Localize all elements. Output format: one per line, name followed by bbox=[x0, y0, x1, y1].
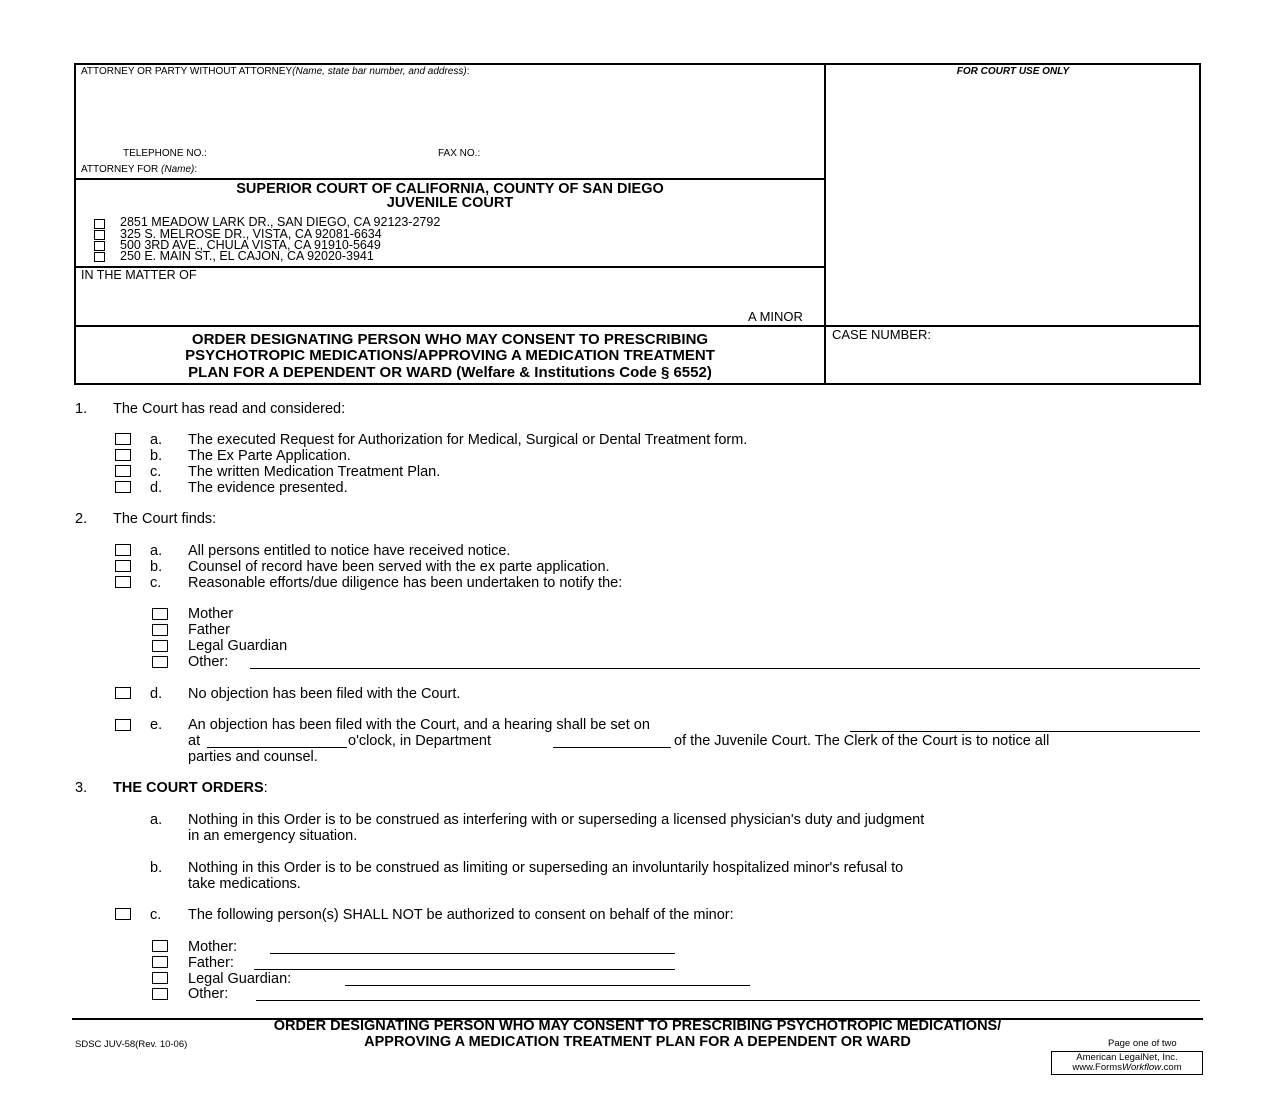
person-label-mother: Mother: bbox=[188, 939, 238, 955]
address-checkbox-2[interactable] bbox=[94, 241, 105, 251]
person-label-father: Father: bbox=[188, 955, 234, 971]
party-checkbox-other[interactable] bbox=[152, 656, 168, 668]
footer-title-1: ORDER DESIGNATING PERSON WHO MAY CONSENT TO PRESCRIBING PSYCHOTROPIC MEDICATIONS/ bbox=[273, 1018, 1002, 1034]
section3-text-b-line2: take medications. bbox=[188, 876, 301, 892]
person-label-other: Other: bbox=[188, 986, 229, 1002]
section1-text-a: The executed Request for Authorization for Medical, Surgical or Dental Treatment form. bbox=[188, 432, 748, 448]
section1-heading: The Court has read and considered: bbox=[113, 401, 346, 417]
section2-checkbox-b[interactable] bbox=[115, 560, 131, 572]
matter-of-label: IN THE MATTER OF bbox=[81, 268, 197, 282]
section3-number: 3. bbox=[75, 780, 88, 796]
header-divider-title bbox=[74, 325, 1201, 327]
party-checkbox-guardian[interactable] bbox=[152, 640, 168, 652]
section2-heading: The Court finds: bbox=[113, 511, 217, 527]
section3-letter-c: c. bbox=[150, 907, 162, 923]
party-label-mother: Mother bbox=[188, 606, 234, 622]
address-3: 250 E. MAIN ST., EL CAJON, CA 92020-3941 bbox=[120, 249, 374, 263]
case-number-label: CASE NUMBER: bbox=[832, 327, 931, 342]
party-label-guardian: Legal Guardian bbox=[188, 638, 288, 654]
publisher-box bbox=[1051, 1051, 1203, 1075]
section2-letter-b: b. bbox=[150, 559, 163, 575]
section2-checkbox-a[interactable] bbox=[115, 544, 131, 556]
fax-label: FAX NO.: bbox=[438, 148, 481, 159]
party-label-father: Father bbox=[188, 622, 230, 638]
section1-letter-a: a. bbox=[150, 432, 163, 448]
section2-checkbox-d[interactable] bbox=[115, 687, 131, 699]
section2-letter-a: a. bbox=[150, 543, 163, 559]
person-checkbox-other[interactable] bbox=[152, 988, 168, 1000]
court-use-label: FOR COURT USE ONLY bbox=[956, 66, 1070, 77]
attorney-for-label: ATTORNEY FOR (Name): bbox=[81, 164, 198, 175]
form-title-2: PLAN FOR A DEPENDENT OR WARD (Welfare & Institutions Code § 6552) bbox=[188, 364, 712, 381]
address-checkbox-1[interactable] bbox=[94, 230, 105, 240]
section1-letter-b: b. bbox=[150, 448, 163, 464]
section2-letter-d: d. bbox=[150, 686, 163, 702]
section2-checkbox-e[interactable] bbox=[115, 719, 131, 731]
page-indicator: Page one of two bbox=[1108, 1038, 1177, 1049]
section2-text-c: Reasonable efforts/due diligence has been undertaken to notify the: bbox=[188, 575, 623, 591]
section2-letter-c: c. bbox=[150, 575, 162, 591]
section2-text-e-oclock: o'clock, in Department bbox=[348, 733, 491, 749]
section1-checkbox-c[interactable] bbox=[115, 465, 131, 477]
person-checkbox-guardian[interactable] bbox=[152, 972, 168, 984]
section3-letter-a: a. bbox=[150, 812, 163, 828]
section1-checkbox-d[interactable] bbox=[115, 481, 131, 493]
section3-checkbox-c[interactable] bbox=[115, 908, 131, 920]
section1-text-d: The evidence presented. bbox=[188, 480, 348, 496]
section1-text-c: The written Medication Treatment Plan. bbox=[188, 464, 441, 480]
person-checkbox-father[interactable] bbox=[152, 956, 168, 968]
section1-letter-c: c. bbox=[150, 464, 162, 480]
attorney-label: ATTORNEY OR PARTY WITHOUT ATTORNEY(Name, state bar number, and address): bbox=[81, 66, 470, 77]
section2-text-b: Counsel of record have been served with the ex parte application. bbox=[188, 559, 610, 575]
form-id: SDSC JUV-58(Rev. 10-06) bbox=[75, 1039, 188, 1050]
person-label-guardian: Legal Guardian: bbox=[188, 971, 292, 987]
section3-heading: THE COURT ORDERS: bbox=[113, 780, 268, 796]
publisher-name: American LegalNet, Inc. bbox=[1076, 1052, 1178, 1063]
section2-text-a: All persons entitled to notice have received notice. bbox=[188, 543, 511, 559]
section2-text-e-line3: parties and counsel. bbox=[188, 749, 318, 765]
address-0: 2851 MEADOW LARK DR., SAN DIEGO, CA 92123-2792 bbox=[120, 215, 441, 229]
party-other-input[interactable] bbox=[250, 668, 1200, 669]
form-title-1: PSYCHOTROPIC MEDICATIONS/APPROVING A MEDICATION TREATMENT bbox=[185, 347, 715, 364]
header-divider-vertical bbox=[824, 63, 826, 385]
section3-text-b-line1: Nothing in this Order is to be construed as limiting or superseding an involuntarily hospitalized minor's refusal to bbox=[188, 860, 904, 876]
hearing-time-input[interactable] bbox=[207, 747, 347, 748]
header-divider-attorney bbox=[74, 178, 826, 180]
section1-checkbox-a[interactable] bbox=[115, 433, 131, 445]
minor-label: A MINOR bbox=[748, 309, 803, 324]
section2-text-d: No objection has been filed with the Court. bbox=[188, 686, 461, 702]
person-father-input[interactable] bbox=[254, 969, 675, 970]
publisher-url: www.FormsWorkflow.com bbox=[1072, 1062, 1182, 1073]
section2-text-e-line1: An objection has been filed with the Court, and a hearing shall be set on bbox=[188, 717, 650, 733]
court-name: SUPERIOR COURT OF CALIFORNIA, COUNTY OF SAN DIEGO bbox=[236, 181, 664, 197]
form-title-0: ORDER DESIGNATING PERSON WHO MAY CONSENT TO PRESCRIBING bbox=[191, 331, 709, 348]
section1-letter-d: d. bbox=[150, 480, 163, 496]
address-1: 325 S. MELROSE DR., VISTA, CA 92081-6634 bbox=[120, 227, 382, 241]
party-label-other: Other: bbox=[188, 654, 229, 670]
hearing-department-input[interactable] bbox=[553, 747, 671, 748]
person-guardian-input[interactable] bbox=[345, 985, 750, 986]
section1-number: 1. bbox=[75, 401, 88, 417]
footer-title-2: APPROVING A MEDICATION TREATMENT PLAN FOR A DEPENDENT OR WARD bbox=[364, 1034, 911, 1050]
address-checkbox-0[interactable] bbox=[94, 219, 105, 229]
section3-letter-b: b. bbox=[150, 860, 163, 876]
section2-text-e-rest: of the Juvenile Court. The Clerk of the Court is to notice all bbox=[674, 733, 1050, 749]
section2-letter-e: e. bbox=[150, 717, 163, 733]
section2-checkbox-c[interactable] bbox=[115, 576, 131, 588]
section3-text-c: The following person(s) SHALL NOT be authorized to consent on behalf of the minor: bbox=[188, 907, 734, 923]
party-checkbox-mother[interactable] bbox=[152, 608, 168, 620]
person-mother-input[interactable] bbox=[270, 953, 675, 954]
section2-text-e-at: at bbox=[188, 733, 201, 749]
section3-text-a-line1: Nothing in this Order is to be construed as interfering with or superseding a licensed physician's duty and judgment bbox=[188, 812, 925, 828]
court-division: JUVENILE COURT bbox=[386, 195, 514, 211]
address-checkbox-3[interactable] bbox=[94, 252, 105, 262]
telephone-label: TELEPHONE NO.: bbox=[123, 148, 207, 159]
section1-checkbox-b[interactable] bbox=[115, 449, 131, 461]
party-checkbox-father[interactable] bbox=[152, 624, 168, 636]
person-checkbox-mother[interactable] bbox=[152, 940, 168, 952]
section3-text-a-line2: in an emergency situation. bbox=[188, 828, 358, 844]
section2-number: 2. bbox=[75, 511, 88, 527]
address-2: 500 3RD AVE., CHULA VISTA, CA 91910-5649 bbox=[120, 238, 381, 252]
hearing-date-input[interactable] bbox=[850, 731, 1200, 732]
section1-text-b: The Ex Parte Application. bbox=[188, 448, 351, 464]
person-other-input[interactable] bbox=[256, 1000, 1200, 1001]
